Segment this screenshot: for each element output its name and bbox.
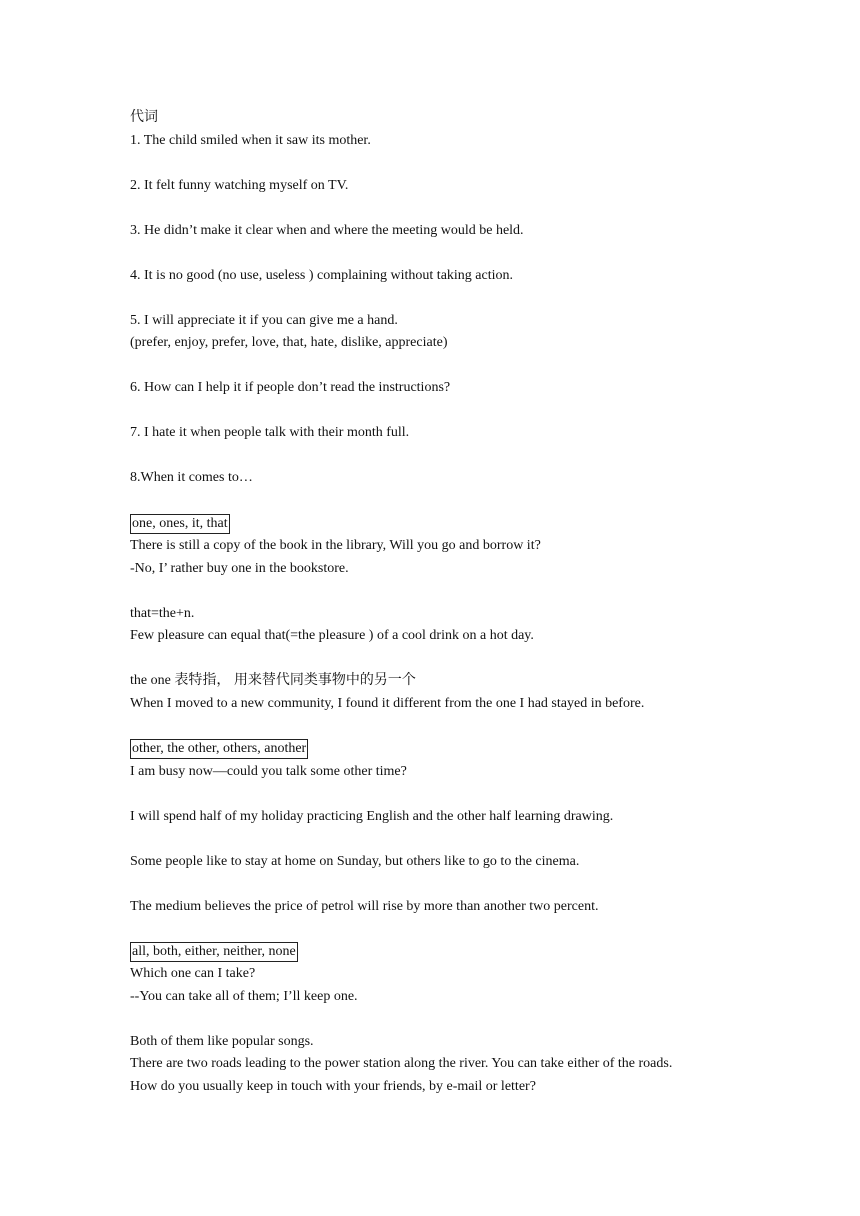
section-one-line-5: the one 表特指， 用来替代同类事物中的另一个 (130, 673, 416, 688)
page-title: 代词 (130, 109, 158, 125)
section-one-line-3: that=the+n. (130, 606, 195, 621)
section-one-line-4: Few pleasure can equal that(=the pleasure ) of a cool drink on a hot day. (130, 628, 534, 643)
verb-list-note: (prefer, enjoy, prefer, love, that, hate, dislike, appreciate) (130, 335, 448, 350)
section-other-line-4: The medium believes the price of petrol will rise by more than another two percent. (130, 899, 599, 914)
example-sentence-8: 8.When it comes to… (130, 470, 253, 485)
example-sentence-6: 6. How can I help it if people don’t read the instructions? (130, 380, 451, 395)
example-sentence-5: 5. I will appreciate it if you can give me a hand. (130, 313, 398, 328)
section-other-line-2: I will spend half of my holiday practicing English and the other half learning drawing. (130, 809, 614, 824)
section-one-line-2: -No, I’ rather buy one in the bookstore. (130, 561, 349, 576)
section-heading-other: other, the other, others, another (130, 739, 308, 759)
section-all-line-2: --You can take all of them; I’ll keep one. (130, 989, 358, 1004)
section-one-line-6: When I moved to a new community, I found it different from the one I had stayed in before. (130, 696, 645, 711)
section-all-line-4: There are two roads leading to the power station along the river. You can take either of the roads. (130, 1056, 673, 1071)
example-sentence-2: 2. It felt funny watching myself on TV. (130, 178, 349, 193)
section-all-line-5: How do you usually keep in touch with your friends, by e-mail or letter? (130, 1079, 536, 1094)
section-one-line-1: There is still a copy of the book in the library, Will you go and borrow it? (130, 538, 541, 553)
example-sentence-1: 1. The child smiled when it saw its mother. (130, 133, 371, 148)
example-sentence-7: 7. I hate it when people talk with their month full. (130, 425, 410, 440)
section-all-line-3: Both of them like popular songs. (130, 1034, 314, 1049)
section-heading-all-both: all, both, either, neither, none (130, 942, 298, 962)
example-sentence-4: 4. It is no good (no use, useless ) complaining without taking action. (130, 268, 514, 283)
section-heading-one-ones-it-that: one, ones, it, that (130, 514, 230, 534)
example-sentence-3: 3. He didn’t make it clear when and where the meeting would be held. (130, 223, 524, 238)
section-other-line-3: Some people like to stay at home on Sunday, but others like to go to the cinema. (130, 854, 580, 869)
section-all-line-1: Which one can I take? (130, 966, 256, 981)
section-other-line-1: I am busy now—could you talk some other time? (130, 764, 407, 779)
